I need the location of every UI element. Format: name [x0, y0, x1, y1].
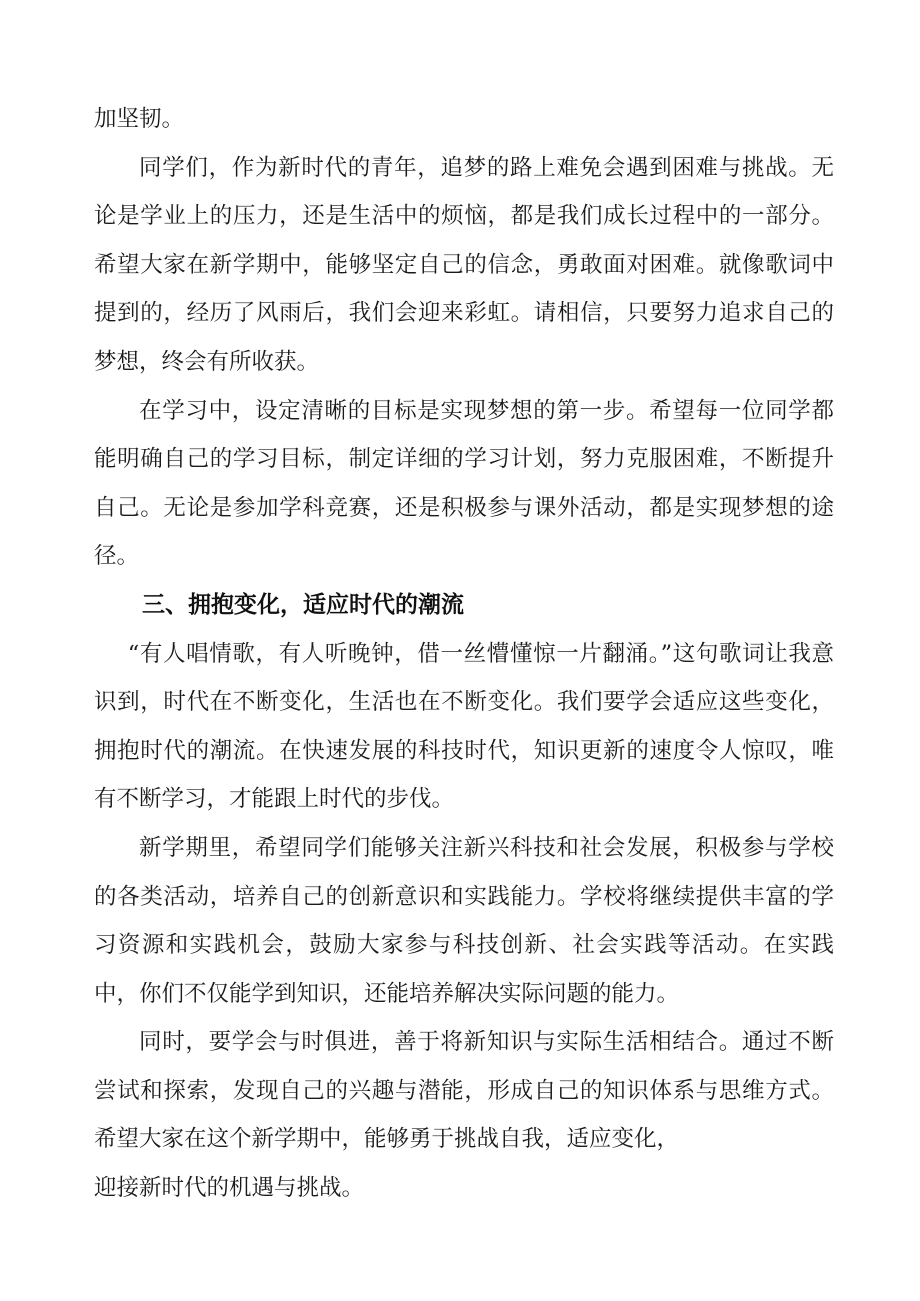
paragraph-lyric-quote: “有人唱情歌，有人听晚钟，借一丝懵懂惊一片翻涌。”这句歌词让我意识到，时代在不断变化，生活也在不断变化。我们要学会适应这些变化，拥抱时代的潮流。在快速发展的科技时代，知识更新的速度令人惊叹，唯有不断学习，才能跟上时代的步伐。	[94, 640, 834, 813]
paragraph-keep-pace: 同时，要学会与时俱进，善于将新知识与实际生活相结合。通过不断尝试和探索，发现自己的兴趣与潜能，形成自己的知识体系与思维方式。希望大家在这个新学期中，能够勇于挑战自我，适应变化，	[94, 1029, 834, 1153]
paragraph-closing-line: 迎接新时代的机遇与挑战。	[94, 1175, 365, 1202]
paragraph-new-semester: 新学期里，希望同学们能够关注新兴科技和社会发展，积极参与学校的各类活动，培养自己的创新意识和实践能力。学校将继续提供丰富的学习资源和实践机会，鼓励大家参与科技创新、社会实践等活动。在实践中，你们不仅能学到知识，还能培养解决实际问题的能力。	[94, 834, 834, 1007]
paragraph-dream-challenges: 同学们，作为新时代的青年，追梦的路上难免会遇到困难与挑战。无论是学业上的压力，还是生活中的烦恼，都是我们成长过程中的一部分。希望大家在新学期中，能够坚定自己的信念，勇敢面对困难。就像歌词中提到的，经历了风雨后，我们会迎来彩虹。请相信，只要努力追求自己的梦想，终会有所收获。	[94, 154, 834, 375]
section-heading-3: 三、拥抱变化，适应时代的潮流	[142, 591, 464, 618]
paragraph-continuation: 加坚韧。	[94, 106, 185, 132]
document-body	[94, 95, 834, 1213]
paragraph-study-goals: 在学习中，设定清晰的目标是实现梦想的第一步。希望每一位同学都能明确自己的学习目标，制定详细的学习计划，努力克服困难，不断提升自己。无论是参加学科竞赛，还是积极参与课外活动，都是实现梦想的途径。	[94, 397, 834, 570]
